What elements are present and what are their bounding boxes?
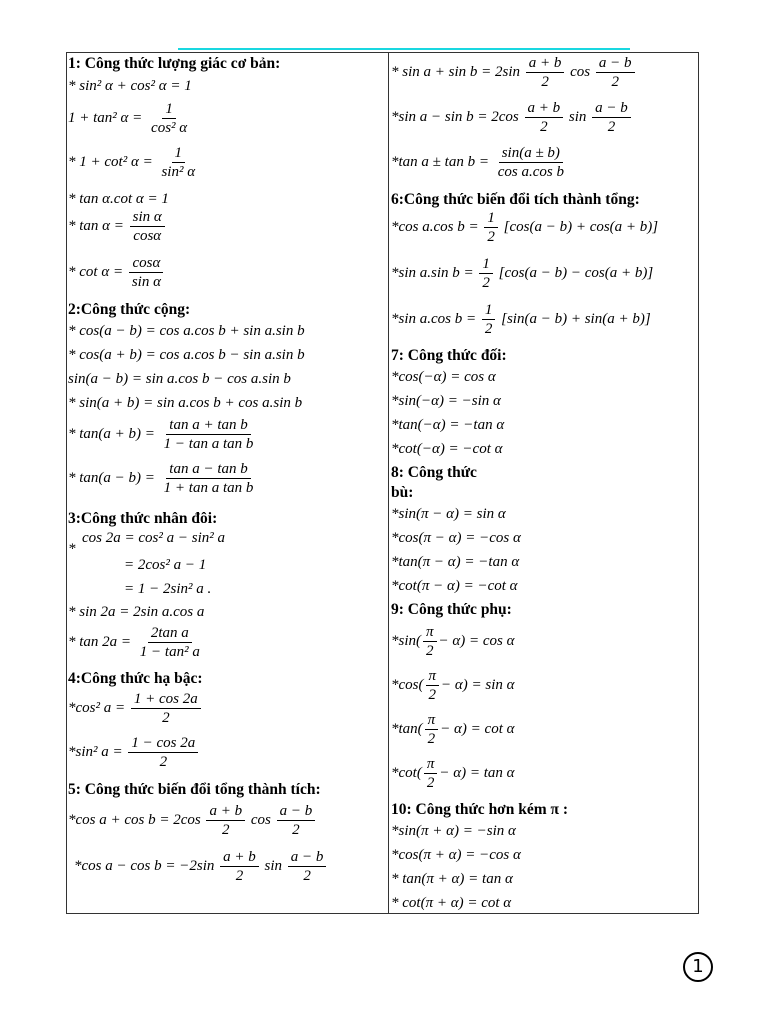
formula-cos-diff: *cos a − cos b = −2sin $\frac{a + b}{2}$ sin $\frac{a - b}{2}$ — [74, 848, 328, 885]
page-number: 1 — [683, 952, 713, 982]
formula-cos-supp: *cos(π − α) = −cos α — [391, 530, 521, 546]
formula-cot-def: * cot α = $\frac{\cos\alpha}{\text{sin α}}$ — [68, 254, 166, 291]
fraction: $\frac{\cos\alpha}{\text{sin α}}$ — [129, 254, 164, 291]
fraction: $\frac{\text{tan a − tan b}}{\text{1 + tan a tan b}}$ — [163, 461, 254, 496]
fraction: $\frac{1 - \cos 2a}{2}$ — [128, 734, 198, 771]
heading-supplementary-2: bù: — [391, 484, 414, 501]
fraction: $\frac{1}{2}$ — [482, 301, 496, 338]
formula-tan-comp: *tan( $\frac{\pi}{2}$ − α) = cot α — [391, 712, 515, 747]
left-column — [68, 52, 386, 914]
formula-cot-comp: *cot( $\frac{\pi}{2}$ − α) = tan α — [391, 756, 515, 791]
fraction: $\frac{a - b}{2}$ — [592, 99, 631, 136]
formula-cos-pi: *cos(π + α) = −cos α — [391, 847, 521, 863]
formula-tan-sum: *tan a ± tan b = $\frac{\sin(a \pm b)}{\text{cos a.cos b}}$ — [391, 144, 569, 181]
heading-product-to-sum: 6:Công thức biến đổi tích thành tổng: — [391, 191, 640, 208]
heading-double-angle: 3:Công thức nhân đôi: — [68, 510, 218, 527]
formula-cot-squared: * 1 + cot² α = $\frac{1}{\text{sin² α}}$ — [68, 144, 200, 181]
fraction: $\frac{a + b}{2}$ — [525, 99, 564, 136]
fraction: $\frac{a - b}{2}$ — [596, 54, 635, 91]
formula-cos-minus: * cos(a − b) = cos a.cos b + sin a.sin b — [68, 323, 305, 339]
fraction: $\frac{1 + \cos 2a}{2}$ — [131, 690, 201, 727]
formula-tan-supp: *tan(π − α) = −tan α — [391, 554, 520, 570]
formula-cos-double-2: = 2cos² a − 1 — [124, 557, 207, 573]
fraction: $\frac{1}{2}$ — [479, 255, 493, 292]
fraction: $\frac{\pi}{2}$ — [426, 667, 440, 704]
fraction: $\frac{\text{sin α}}{\cos\alpha}$ — [130, 208, 165, 245]
fraction: $\frac{a + b}{2}$ — [220, 848, 259, 885]
formula-tan-cot: * tan α.cot α = 1 — [68, 191, 169, 207]
formula-tan-minus: * tan(a − b) = $\frac{\text{tan a − tan b}}{\text{1 + tan a tan b}}$ — [68, 460, 258, 497]
formula-cos-squared: *cos² a = $\frac{1 + \cos 2a}{2}$ — [68, 690, 203, 727]
formula-sin-sin: *sin a.sin b = $\frac{1}{2}$ [cos(a − b) − cos(a + b)] — [391, 256, 654, 291]
column-divider — [388, 52, 389, 914]
formula-cot-pi: * cot(π + α) = cot α — [391, 895, 512, 911]
fraction: $\frac{\text{2tan a}}{\text{1 − tan² a}}$ — [139, 625, 200, 660]
formula-sin-cos: *sin a.cos b = $\frac{1}{2}$ [sin(a − b) + sin(a + b)] — [391, 302, 651, 337]
formula-cos-comp: *cos( $\frac{\pi}{2}$ − α) = sin α — [391, 668, 515, 703]
fraction: $\frac{\text{tan a + tan b}}{\text{1 − tan a tan b}}$ — [163, 417, 254, 452]
formula-cos-double-3: = 1 − 2sin² a . — [124, 581, 212, 597]
fraction: $\frac{1}{2}$ — [484, 209, 498, 246]
formula-tan-pi: * tan(π + α) = tan α — [391, 871, 513, 887]
formula-cot-supp: *cot(π − α) = −cot α — [391, 578, 518, 594]
heading-basic: 1: Công thức lượng giác cơ bản: — [68, 55, 281, 72]
formula-sin-sum: * sin a + sin b = 2sin $\frac{a + b}{2}$ cos $\frac{a - b}{2}$ — [391, 54, 637, 91]
formula-tan-double: * tan 2a = $\frac{\text{2tan a}}{\text{1 − tan² a}}$ — [68, 624, 205, 661]
formula-sin-comp: *sin( $\frac{\pi}{2}$ − α) = cos α — [391, 624, 515, 659]
fraction: $\frac{\pi}{2}$ — [424, 755, 438, 792]
formula-tan-plus: * tan(a + b) = $\frac{\text{tan a + tan b}}{\text{1 − tan a tan b}}$ — [68, 416, 258, 453]
heading-complementary: 9: Công thức phụ: — [391, 601, 512, 618]
formula-sin-squared: *sin² a = $\frac{1 - \cos 2a}{2}$ — [68, 734, 200, 771]
formula-sin-neg: *sin(−α) = −sin α — [391, 393, 501, 409]
heading-power-reduction: 4:Công thức hạ bậc: — [68, 670, 203, 687]
fraction: $\frac{\pi}{2}$ — [425, 711, 439, 748]
formula-cos-sum: *cos a + cos b = 2cos $\frac{a + b}{2}$ cos $\frac{a - b}{2}$ — [68, 802, 317, 839]
heading-negative-angle: 7: Công thức đối: — [391, 347, 507, 364]
fraction: $\frac{1}{\text{cos² α}}$ — [151, 101, 188, 136]
fraction: $\frac{a + b}{2}$ — [206, 802, 245, 839]
formula-sin-pi: *sin(π + α) = −sin α — [391, 823, 516, 839]
fraction: $\frac{\pi}{2}$ — [423, 623, 437, 660]
top-accent-bar — [178, 48, 630, 50]
formula-cos-plus: * cos(a + b) = cos a.cos b − sin a.sin b — [68, 347, 305, 363]
fraction: $\frac{\sin(a \pm b)}{\text{cos a.cos b}}$ — [497, 145, 564, 180]
formula-cos-double-1: cos 2a = cos² a − sin² a — [82, 530, 225, 546]
formula-sin-minus: sin(a − b) = sin a.cos b − cos a.sin b — [68, 371, 291, 387]
formula-sin-diff: *sin a − sin b = 2cos $\frac{a + b}{2}$ sin $\frac{a - b}{2}$ — [391, 99, 633, 136]
heading-pi-shift: 10: Công thức hơn kém π : — [391, 801, 569, 818]
formula-tan-squared: 1 + tan² α = $\frac{1}{\text{cos² α}}$ — [68, 100, 192, 137]
right-column — [391, 52, 697, 914]
formula-sin-supp: *sin(π − α) = sin α — [391, 506, 506, 522]
formula-tan-neg: *tan(−α) = −tan α — [391, 417, 505, 433]
formula-pythagorean: * sin² α + cos² α = 1 — [68, 78, 192, 94]
fraction: $\frac{a - b}{2}$ — [288, 848, 327, 885]
heading-supplementary-1: 8: Công thức — [391, 464, 477, 481]
heading-sum-to-product: 5: Công thức biến đổi tổng thành tích: — [68, 781, 321, 798]
fraction: $\frac{1}{\text{sin² α}}$ — [161, 145, 196, 180]
formula-tan-def: * tan α = $\frac{\text{sin α}}{\cos\alpha}$ — [68, 208, 167, 245]
formula-sin-plus: * sin(a + b) = sin a.cos b + cos a.sin b — [68, 395, 303, 411]
formula-cot-neg: *cot(−α) = −cot α — [391, 441, 503, 457]
fraction: $\frac{a - b}{2}$ — [277, 802, 316, 839]
fraction: $\frac{a + b}{2}$ — [526, 54, 565, 91]
heading-addition: 2:Công thức cộng: — [68, 301, 191, 318]
formula-cos-cos: *cos a.cos b = $\frac{1}{2}$ [cos(a − b) + cos(a + b)] — [391, 210, 659, 245]
formula-double-star: * — [68, 541, 76, 557]
formula-sin-double: * sin 2a = 2sin a.cos a — [68, 604, 205, 620]
formula-cos-neg: *cos(−α) = cos α — [391, 369, 496, 385]
